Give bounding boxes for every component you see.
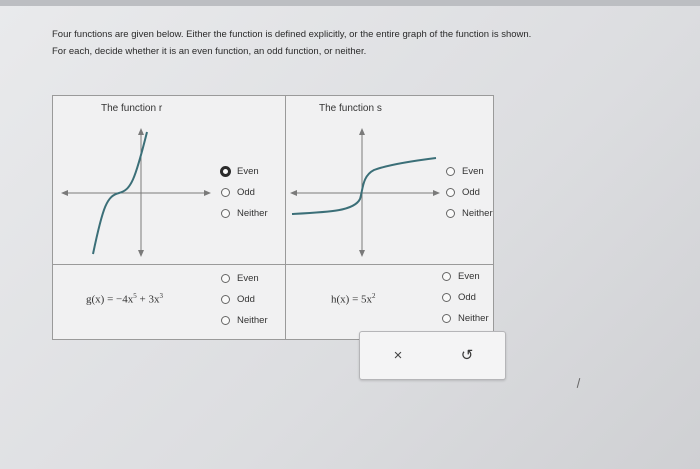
radio-s-neither-label: Neither	[462, 208, 493, 219]
radio-r-neither-label: Neither	[237, 208, 268, 219]
graph-s-y-arrow-down	[359, 250, 365, 257]
radio-s-odd-circle[interactable]	[446, 188, 455, 197]
radio-g-even[interactable]	[221, 268, 268, 289]
radio-r-even-label: Even	[237, 166, 259, 177]
radio-g-neither-label: Neither	[237, 315, 268, 326]
radio-g-odd-circle[interactable]	[221, 295, 230, 304]
close-icon: ×	[393, 346, 403, 364]
radio-r-odd-label: Odd	[237, 187, 255, 198]
graph-r-y-arrow-up	[138, 128, 144, 135]
formula-g-mid: + 3x	[136, 293, 160, 306]
formula-g-lhs: g(x) = −4x	[86, 293, 134, 306]
function-s-title: The function s	[319, 103, 382, 114]
radio-g-even-label: Even	[237, 273, 259, 284]
formula-h-lhs: h(x) = 5x	[331, 293, 373, 306]
radio-group-g	[221, 268, 268, 331]
graph-s	[290, 126, 440, 258]
radio-h-even[interactable]	[442, 266, 489, 287]
radio-s-neither-circle[interactable]	[446, 209, 455, 218]
radio-r-neither-circle[interactable]	[221, 209, 230, 218]
formula-h	[331, 292, 376, 306]
graph-r-x-arrow-right	[204, 190, 211, 196]
radio-g-neither-circle[interactable]	[221, 316, 230, 325]
radio-r-neither[interactable]	[221, 203, 268, 224]
radio-h-even-label: Even	[458, 271, 480, 282]
cell-function-g	[53, 265, 286, 339]
cell-function-s	[286, 96, 493, 265]
radio-h-neither-label: Neither	[458, 313, 489, 324]
radio-h-odd-label: Odd	[458, 292, 476, 303]
graph-r	[61, 126, 211, 258]
top-strip	[0, 0, 700, 6]
graph-s-curve	[292, 158, 436, 214]
radio-g-neither[interactable]	[221, 310, 268, 331]
formula-h-exp1: 2	[372, 292, 376, 300]
radio-s-even-label: Even	[462, 166, 484, 177]
formula-g-exp2: 3	[159, 292, 163, 300]
graph-s-x-arrow-right	[433, 190, 440, 196]
radio-s-odd-label: Odd	[462, 187, 480, 198]
graph-r-y-arrow-down	[138, 250, 144, 257]
radio-group-h	[442, 266, 489, 329]
formula-g-exp1: 5	[133, 292, 137, 300]
function-r-title: The function r	[101, 103, 163, 114]
radio-group-r	[221, 161, 268, 224]
radio-r-even-circle[interactable]	[220, 166, 231, 177]
radio-r-odd-circle[interactable]	[221, 188, 230, 197]
radio-s-even[interactable]	[446, 161, 493, 182]
undo-button[interactable]	[433, 338, 501, 372]
radio-h-even-circle[interactable]	[442, 272, 451, 281]
radio-g-even-circle[interactable]	[221, 274, 230, 283]
radio-g-odd-label: Odd	[237, 294, 255, 305]
undo-icon: ↺	[460, 347, 474, 364]
graph-s-y-arrow-up	[359, 128, 365, 135]
question-prompt	[52, 26, 531, 60]
functions-grid	[52, 95, 494, 340]
radio-h-odd[interactable]	[442, 287, 489, 308]
graph-s-x-arrow-left	[290, 190, 297, 196]
clear-button[interactable]	[364, 338, 432, 372]
radio-s-even-circle[interactable]	[446, 167, 455, 176]
radio-r-even[interactable]	[221, 161, 268, 182]
radio-s-neither[interactable]	[446, 203, 493, 224]
graph-r-x-arrow-left	[61, 190, 68, 196]
formula-g	[86, 292, 163, 306]
cell-function-h	[286, 265, 493, 339]
prompt-line-1: Four functions are given below. Either the function is defined explicitly, or the entire graph of the function is shown.	[52, 29, 532, 40]
prompt-line-2: For each, decide whether it is an even function, an odd function, or neither.	[52, 46, 367, 57]
radio-r-odd[interactable]	[221, 182, 268, 203]
stray-mark	[577, 378, 581, 388]
radio-s-odd[interactable]	[446, 182, 493, 203]
radio-h-neither[interactable]	[442, 308, 489, 329]
cell-function-r	[53, 96, 286, 265]
radio-h-neither-circle[interactable]	[442, 314, 451, 323]
radio-h-odd-circle[interactable]	[442, 293, 451, 302]
radio-group-s	[446, 161, 493, 224]
answer-actions	[359, 331, 506, 380]
radio-g-odd[interactable]	[221, 289, 268, 310]
